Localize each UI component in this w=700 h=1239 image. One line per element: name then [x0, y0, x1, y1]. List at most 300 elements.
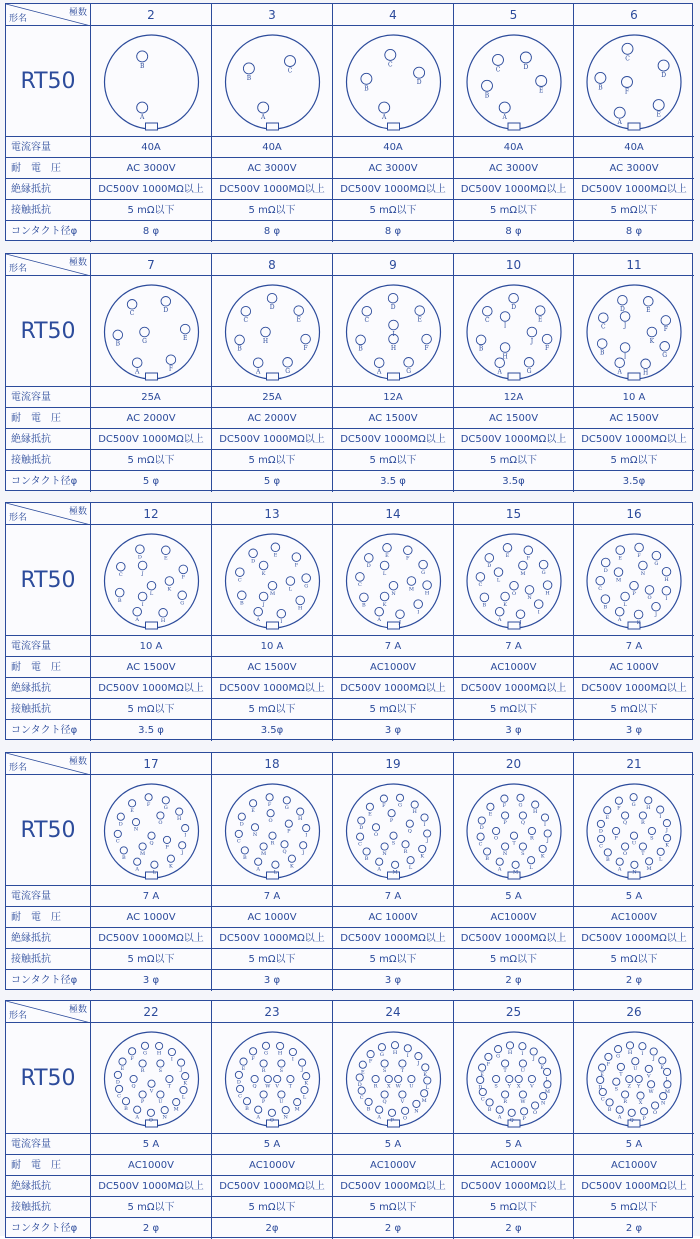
pin-letter: K: [649, 337, 655, 345]
contact-pin: [421, 814, 428, 821]
contact-pin: [235, 830, 242, 837]
pin-letter: I: [184, 832, 187, 839]
pin-letter: C: [359, 1095, 364, 1102]
contact-pin: [381, 1060, 388, 1067]
contact-pin: [380, 592, 389, 601]
contact-pin: [606, 1099, 613, 1106]
pin-letter: V: [400, 1099, 405, 1106]
pin-letter: M: [140, 851, 146, 858]
contact-pin: [299, 1059, 306, 1066]
contact-pin: [148, 832, 155, 839]
pin-letter: S: [650, 835, 654, 842]
pin-letter: I: [170, 1056, 173, 1063]
contact-pin: [630, 794, 637, 801]
contact-pin: [597, 820, 604, 827]
pin-letter: G: [631, 801, 636, 808]
spec-contact-diameter: 8 φ: [454, 221, 574, 242]
pin-letter: E: [618, 555, 623, 562]
contact-pin: [503, 544, 512, 553]
pin-letter: Q: [629, 1117, 634, 1124]
pin-letter: L: [152, 869, 157, 876]
pin-letter: H: [507, 1050, 513, 1056]
pin-count-label: 極数: [68, 258, 87, 268]
pin-letter: O: [511, 591, 517, 597]
pin-letter: D: [619, 306, 625, 313]
contact-pin: [519, 812, 526, 819]
contact-pin: [635, 1075, 642, 1082]
pin-letter: G: [518, 802, 523, 809]
pin-letter: M: [544, 1089, 550, 1095]
contact-pin: [286, 577, 295, 586]
pin-letter: D: [479, 825, 484, 832]
contact-pin: [122, 1098, 129, 1105]
contact-pin: [156, 1042, 163, 1049]
pin-letter: I: [503, 322, 507, 330]
contact-pin: [524, 546, 533, 555]
pin-letter: L: [181, 1094, 186, 1101]
pin-letter: C: [238, 1093, 243, 1100]
spec-contact-diameter: 8 φ: [91, 221, 212, 242]
pin-letter: H: [502, 353, 508, 361]
contact-pin: [496, 1106, 503, 1113]
spec-current: 7 A: [333, 636, 454, 657]
pin-letter: G: [143, 1050, 147, 1057]
contact-pin: [664, 835, 671, 842]
connector-diagram: [91, 775, 212, 886]
contact-pin: [240, 1058, 247, 1065]
pin-letter: K: [167, 586, 172, 593]
contact-pin: [542, 334, 552, 344]
pin-letter: E: [120, 1066, 125, 1073]
spec-insulation: DC500V 1000MΩ以上: [212, 928, 333, 949]
spec-contact-diameter: 8 φ: [212, 221, 333, 242]
row-label: 耐 電 圧: [6, 158, 91, 179]
row-label: 接触抵抗: [6, 949, 91, 970]
key-notch: [388, 619, 402, 629]
spec-contact-resistance: 5 mΩ以下: [333, 949, 454, 970]
pin-letter: H: [412, 809, 417, 816]
connector-diagram: [333, 775, 454, 886]
row-label: 耐 電 圧: [6, 657, 91, 678]
pin-letter: F: [617, 805, 621, 812]
pin-letter: D: [511, 304, 517, 311]
pin-letter: E: [538, 316, 543, 324]
row-label: 電流容量: [6, 137, 91, 158]
pin-letter: F: [606, 1061, 611, 1068]
connector-outline: [347, 35, 441, 129]
pole-count: 7: [91, 254, 212, 276]
contact-pin: [525, 586, 534, 595]
spec-voltage: AC 1500V: [91, 657, 212, 678]
contact-pin: [664, 1068, 671, 1075]
pin-letter: H: [392, 1049, 398, 1056]
spec-contact-diameter: 2 φ: [454, 1218, 574, 1239]
contact-pin: [268, 1109, 275, 1116]
contact-pin: [267, 293, 277, 303]
spec-contact-diameter: 3.5φ: [212, 720, 333, 741]
contact-pin: [292, 553, 301, 562]
spec-insulation: DC500V 1000MΩ以上: [574, 179, 694, 200]
contact-pin: [178, 591, 187, 600]
contact-pin: [380, 561, 389, 570]
contact-pin: [544, 1068, 551, 1075]
contact-pin: [494, 568, 503, 577]
pin-letter: P: [140, 1099, 145, 1106]
contact-pin: [501, 795, 508, 802]
pin-letter: B: [482, 602, 487, 609]
pin-letter: H: [277, 1050, 283, 1057]
row-label: 耐 電 圧: [6, 1155, 91, 1176]
contact-pin: [148, 1080, 155, 1087]
contact-pin: [162, 546, 171, 555]
pin-letter: D: [118, 821, 123, 828]
row-label: 耐 電 圧: [6, 907, 91, 928]
pin-letter: A: [502, 114, 507, 122]
pin-letter: J: [654, 612, 658, 618]
pin-letter: G: [616, 1053, 621, 1060]
pin-letter: K: [169, 863, 173, 870]
pin-letter: P: [522, 1115, 526, 1122]
pin-count-label: 極数: [68, 507, 87, 517]
pin-letter: F: [424, 344, 429, 352]
pin-letter: F: [663, 326, 668, 334]
row-label: コンタクト径φ: [6, 221, 91, 242]
spec-voltage: AC 2000V: [91, 408, 212, 429]
pin-letter: V: [149, 1088, 154, 1095]
spec-insulation: DC500V 1000MΩ以上: [212, 678, 333, 699]
pin-letter: D: [269, 304, 275, 311]
spec-contact-resistance: 5 mΩ以下: [212, 699, 333, 720]
spec-insulation: DC500V 1000MΩ以上: [574, 429, 694, 450]
contact-pin: [404, 1045, 411, 1052]
spec-contact-resistance: 5 mΩ以下: [91, 699, 212, 720]
connector-outline: [105, 35, 199, 129]
contact-pin: [389, 581, 398, 590]
contact-pin: [130, 1075, 137, 1082]
spec-insulation: DC500V 1000MΩ以上: [91, 179, 212, 200]
pin-letter: G: [526, 368, 532, 376]
contact-pin: [238, 591, 247, 600]
connector-diagram: [333, 525, 454, 636]
pin-letter: G: [398, 802, 402, 809]
connector-diagram: [454, 525, 574, 636]
pin-letter: B: [242, 855, 247, 861]
pin-letter: E: [605, 814, 610, 821]
pin-letter: H: [390, 344, 397, 352]
pin-letter: J: [417, 1060, 420, 1067]
part-name-label: 形名: [9, 1011, 28, 1021]
pin-letter: F: [637, 552, 641, 559]
header-corner: [6, 4, 91, 26]
pin-letter: Q: [252, 1083, 257, 1090]
connector-diagram: [574, 775, 694, 886]
pin-letter: B: [603, 604, 608, 611]
pole-count: 2: [91, 4, 212, 26]
pin-letter: F: [168, 365, 173, 373]
contact-pin: [632, 1058, 639, 1065]
pin-letter: V: [646, 1073, 651, 1080]
contact-pin: [482, 80, 493, 91]
contact-pin: [402, 1107, 409, 1114]
spec-contact-resistance: 5 mΩ以下: [91, 1197, 212, 1218]
contact-pin: [652, 1102, 659, 1109]
pin-letter: P: [503, 820, 507, 827]
connector-outline: [467, 285, 561, 379]
contact-pin: [367, 1051, 374, 1058]
row-label: 接触抵抗: [6, 699, 91, 720]
pin-letter: G: [406, 368, 411, 376]
contact-pin: [114, 830, 121, 837]
spec-contact-diameter: 3 φ: [625, 725, 643, 736]
contact-pin: [278, 1060, 285, 1067]
pin-letter: D: [487, 563, 492, 570]
pin-letter: D: [603, 567, 608, 574]
contact-pin: [615, 797, 622, 804]
contact-pin: [138, 561, 147, 570]
spec-voltage: AC 1500V: [454, 408, 574, 429]
pin-letter: A: [497, 866, 502, 873]
row-label: 絶縁抵抗: [6, 928, 91, 949]
spec-voltage: AC1000V: [454, 657, 574, 678]
pin-letter: M: [392, 869, 398, 876]
contact-pin: [524, 358, 534, 368]
spec-contact-resistance: 5 mΩ以下: [574, 949, 694, 970]
contact-pin: [404, 358, 414, 368]
contact-pin: [261, 327, 271, 337]
contact-pin: [372, 1075, 379, 1082]
contact-pin: [658, 60, 669, 71]
pin-letter: B: [117, 597, 122, 604]
connector-outline: [226, 784, 320, 878]
pin-letter: H: [646, 804, 651, 811]
spec-insulation: DC500V 1000MΩ以上: [454, 678, 574, 699]
pin-letter: N: [382, 851, 387, 858]
pin-letter: G: [284, 804, 289, 811]
pin-letter: T: [512, 840, 516, 847]
contact-pin: [399, 1091, 406, 1098]
pin-letter: O: [373, 831, 379, 838]
spec-table-section: [5, 253, 693, 491]
contact-pin: [502, 1091, 509, 1098]
key-notch: [508, 619, 522, 629]
contact-pin: [301, 1086, 308, 1093]
contact-pin: [618, 295, 628, 305]
pin-letter: Y: [637, 1083, 641, 1090]
pin-letter: K: [503, 601, 507, 608]
pin-letter: K: [304, 1080, 309, 1087]
contact-pin: [260, 1060, 267, 1067]
contact-pin: [476, 335, 486, 345]
pin-letter: C: [625, 55, 630, 63]
contact-pin: [613, 827, 620, 834]
pin-letter: C: [358, 841, 363, 848]
contact-pin: [599, 313, 609, 323]
spec-voltage: AC 1500V: [212, 657, 333, 678]
part-name-label: 形名: [9, 763, 28, 773]
contact-pin: [356, 573, 365, 582]
contact-pin: [495, 607, 504, 616]
contact-pin: [358, 817, 365, 824]
contact-pin: [477, 833, 484, 840]
spec-current: 7 A: [91, 886, 212, 907]
contact-pin: [544, 830, 551, 837]
pin-letter: L: [529, 864, 533, 871]
contact-pin: [487, 803, 494, 810]
spec-voltage: AC1000V: [574, 1155, 694, 1176]
contact-pin: [422, 1064, 429, 1071]
contact-pin: [639, 561, 648, 570]
contact-pin: [381, 843, 388, 850]
pin-letter: D: [359, 825, 364, 832]
pin-letter: F: [181, 574, 186, 581]
pin-letter: D: [598, 1084, 603, 1091]
pin-letter: C: [117, 1093, 122, 1100]
spec-contact-diameter: 5 φ: [212, 471, 333, 492]
contact-pin: [179, 842, 186, 849]
contact-pin: [599, 1064, 606, 1071]
contact-pin: [365, 554, 374, 563]
pin-letter: N: [527, 595, 532, 602]
pin-letter: J: [262, 601, 265, 608]
pin-letter: G: [142, 337, 147, 345]
pin-letter: A: [497, 368, 502, 376]
pin-letter: I: [423, 822, 426, 829]
pin-letter: A: [256, 866, 261, 873]
pin-letter: A: [256, 368, 261, 376]
pin-letter: A: [497, 1114, 502, 1121]
row-label: 絶縁抵抗: [6, 1176, 91, 1197]
pin-letter: U: [158, 1099, 163, 1106]
spec-table-section: [5, 1000, 693, 1238]
spec-contact-diameter: 2 φ: [454, 970, 574, 991]
pin-letter: S: [391, 840, 396, 847]
pin-letter: E: [360, 1069, 365, 1076]
pin-letter: W: [395, 1083, 401, 1090]
spec-contact-resistance: 5 mΩ以下: [212, 450, 333, 471]
contact-pin: [178, 1059, 185, 1066]
contact-pin: [139, 1060, 146, 1067]
pin-letter: B: [237, 345, 242, 353]
contact-pin: [614, 568, 623, 577]
contact-pin: [379, 102, 390, 113]
pin-letter: B: [364, 856, 369, 863]
pin-letter: P: [165, 844, 169, 851]
contact-pin: [385, 49, 396, 60]
row-label: 耐 電 圧: [6, 408, 91, 429]
pin-letter: J: [623, 322, 627, 330]
contact-pin: [415, 306, 425, 316]
spec-contact-resistance: 5 mΩ以下: [574, 450, 694, 471]
contact-pin: [510, 581, 519, 590]
contact-pin: [422, 334, 432, 344]
pole-count: 23: [212, 1001, 333, 1023]
contact-pin: [390, 832, 397, 839]
pin-letter: C: [237, 577, 242, 584]
row-label: 絶縁抵抗: [6, 429, 91, 450]
pin-letter: J: [398, 619, 402, 626]
contact-pin: [520, 52, 531, 63]
contact-pin: [388, 1109, 395, 1116]
spec-current: 7 A: [454, 636, 574, 657]
contact-pin: [637, 1092, 644, 1099]
spec-current: 10 A: [91, 636, 212, 657]
pin-letter: M: [421, 1097, 427, 1104]
contact-pin: [532, 1102, 539, 1109]
pin-letter: B: [605, 857, 610, 863]
contact-pin: [413, 1100, 420, 1107]
spec-voltage: AC 1000V: [574, 657, 694, 678]
pin-letter: N: [640, 570, 646, 577]
row-label: 電流容量: [6, 387, 91, 408]
pin-letter: N: [391, 591, 396, 597]
contact-pin: [235, 1071, 242, 1078]
pole-count: 11: [574, 254, 694, 276]
contact-pin: [375, 607, 384, 616]
pin-letter: I: [521, 1050, 524, 1057]
contact-pin: [235, 335, 245, 345]
spec-contact-diameter: 8 φ: [625, 226, 643, 237]
spec-insulation: DC500V 1000MΩ以上: [333, 179, 454, 200]
pole-count: 13: [212, 503, 333, 525]
contact-pin: [621, 592, 630, 601]
pin-letter: D: [478, 1084, 483, 1091]
pin-letter: C: [236, 838, 241, 845]
pin-letter: Q: [282, 848, 287, 855]
contact-pin: [540, 1093, 547, 1100]
spec-contact-resistance: 5 mΩ以下: [333, 699, 454, 720]
pin-letter: I: [659, 814, 662, 821]
pole-count: 18: [212, 753, 333, 775]
pin-letter: G: [180, 600, 185, 607]
contact-pin: [601, 558, 610, 567]
contact-pin: [414, 67, 425, 78]
contact-pin: [644, 297, 654, 307]
pole-count: 6: [574, 4, 694, 26]
contact-pin: [141, 1042, 148, 1049]
pin-letter: A: [617, 866, 622, 873]
contact-pin: [614, 107, 625, 118]
key-notch: [508, 373, 520, 380]
spec-contact-diameter: 3 φ: [91, 970, 212, 991]
contact-pin: [129, 800, 136, 807]
spec-current: 40A: [91, 137, 212, 158]
pin-letter: Q: [382, 1099, 387, 1106]
contact-pin: [500, 343, 510, 353]
spec-insulation: DC500V 1000MΩ以上: [212, 429, 333, 450]
spec-contact-resistance: 5 mΩ以下: [333, 200, 454, 221]
contact-pin: [532, 801, 539, 808]
contact-pin: [180, 324, 190, 334]
pin-letter: M: [646, 865, 652, 872]
pin-letter: C: [485, 317, 490, 324]
pin-letter: I: [406, 1052, 409, 1059]
pin-letter: S: [521, 851, 525, 858]
spec-current: 40A: [212, 137, 333, 158]
key-notch: [146, 622, 158, 629]
contact-pin: [601, 595, 610, 604]
connector-diagram: [574, 1023, 694, 1134]
spec-contact-resistance: 5 mΩ以下: [574, 1197, 694, 1218]
pin-letter: I: [305, 832, 308, 839]
contact-pin: [168, 1048, 175, 1055]
pin-letter: C: [480, 1096, 485, 1103]
pin-letter: B: [115, 340, 121, 348]
contact-pin: [249, 549, 258, 558]
contact-pin: [127, 300, 137, 310]
contact-pin: [163, 836, 170, 843]
pin-letter: P: [287, 828, 291, 835]
contact-pin: [243, 1098, 250, 1105]
